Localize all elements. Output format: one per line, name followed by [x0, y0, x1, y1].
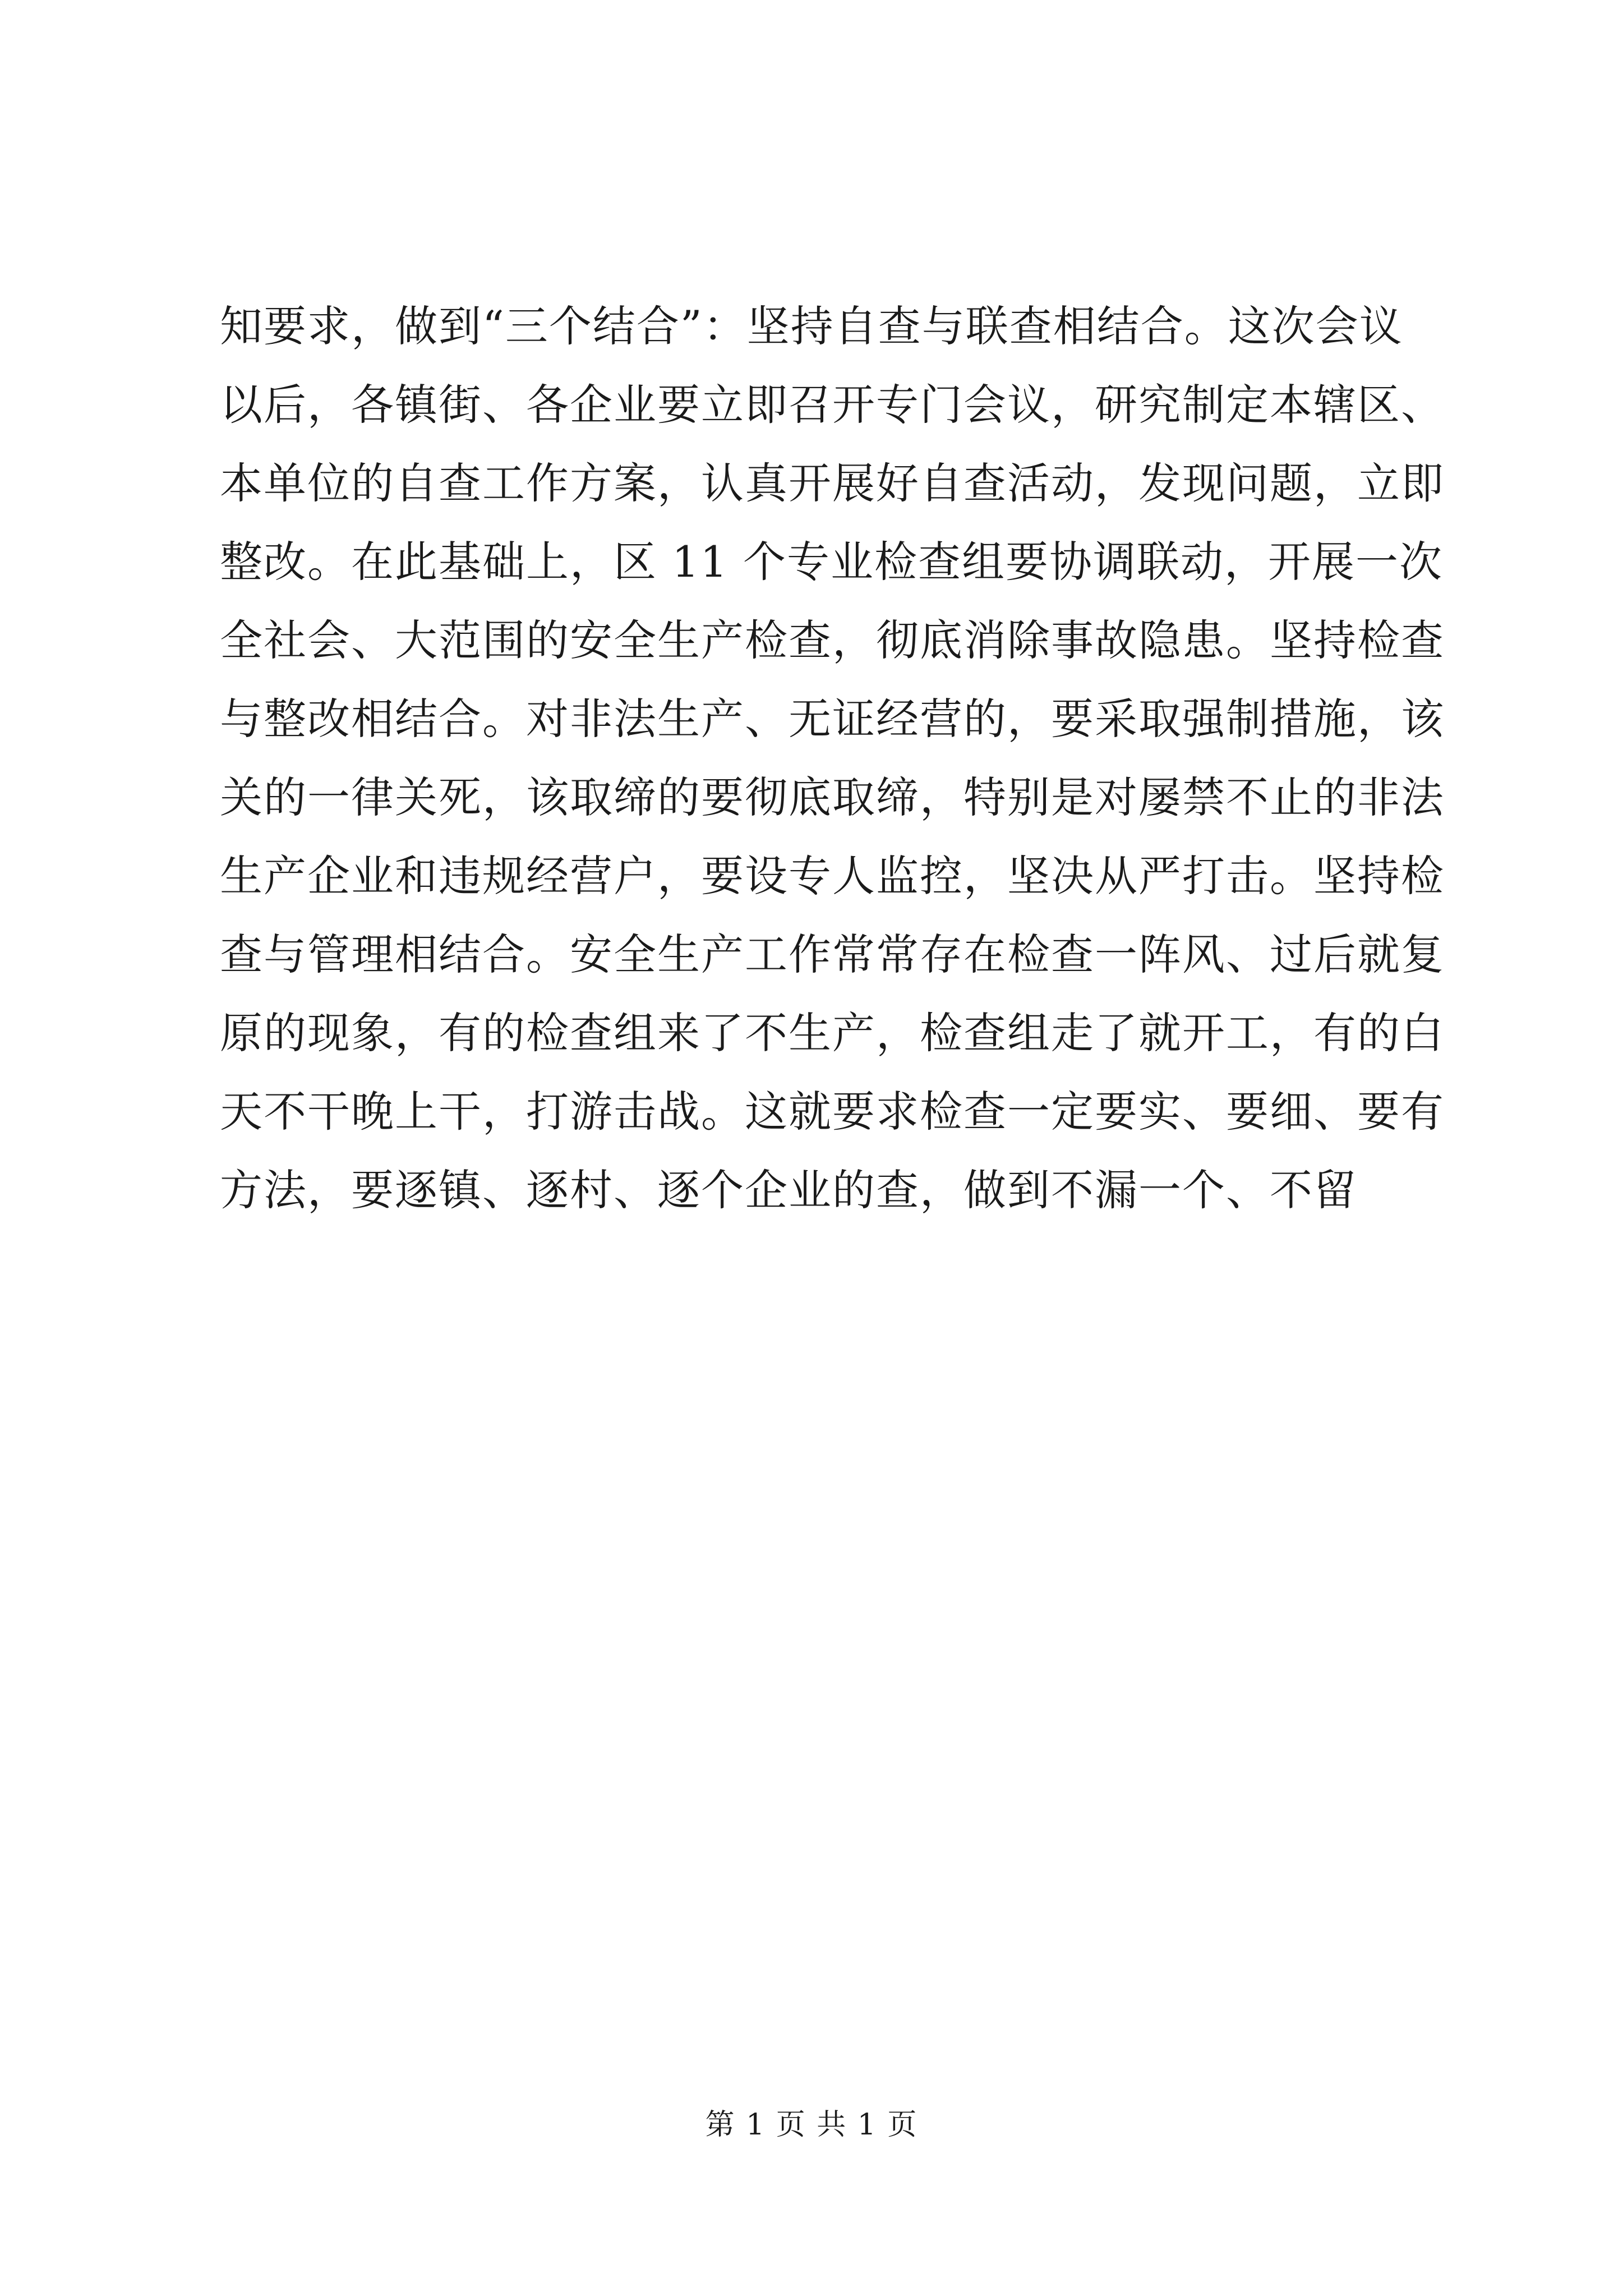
text-line: 天不干晚上干，打游击战。这就要求检查一定要实、要细、要有 [220, 1087, 1445, 1137]
page-number-footer: 第 1 页 共 1 页 [705, 2108, 918, 2142]
text-line: 生产企业和违规经营户，要设专人监控，坚决从严打击。坚持检 [220, 851, 1445, 901]
text-line: 原的现象，有的检查组来了不生产，检查组走了就开工，有的白 [220, 1008, 1445, 1058]
text-line: 知要求，做到“三个结合”：坚持自查与联查相结合。这次会议 [220, 301, 1403, 351]
body-paragraph [220, 287, 1445, 1230]
text-line: 方法，要逐镇、逐村、逐个企业的查，做到不漏一个、不留 [220, 1165, 1357, 1215]
text-line: 本单位的自查工作方案，认真开展好自查活动，发现问题，立即 [220, 458, 1445, 508]
text-line: 以后，各镇街、各企业要立即召开专门会议，研究制定本辖区、 [220, 380, 1445, 430]
text-line: 与整改相结合。对非法生产、无证经营的，要采取强制措施，该 [220, 694, 1445, 744]
text-line: 查与管理相结合。安全生产工作常常存在检查一阵风、过后就复 [220, 930, 1445, 979]
text-line: 全社会、大范围的安全生产检查，彻底消除事故隐患。坚持检查 [220, 615, 1445, 665]
text-line: 整改。在此基础上，区 11 个专业检查组要协调联动，开展一次 [220, 537, 1444, 587]
text-line: 关的一律关死，该取缔的要彻底取缔，特别是对屡禁不止的非法 [220, 772, 1445, 822]
